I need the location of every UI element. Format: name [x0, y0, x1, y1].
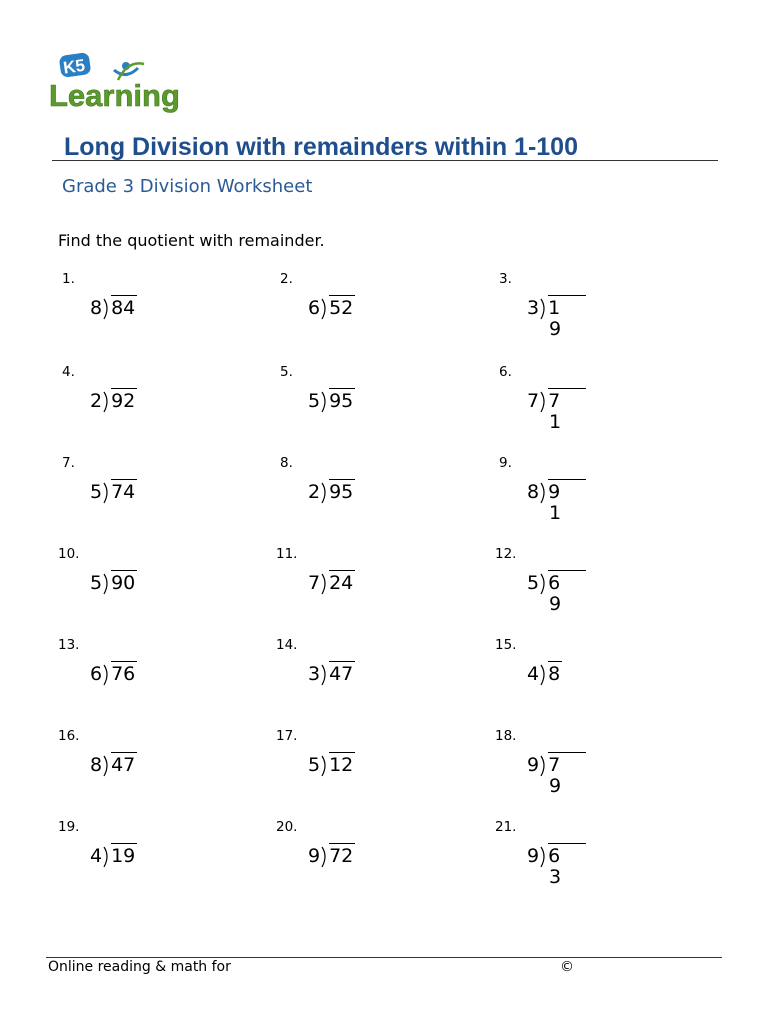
division-bracket — [102, 843, 111, 869]
title-underline — [52, 160, 718, 161]
division-problem — [495, 819, 655, 899]
division-bracket — [320, 479, 329, 505]
problem-number: 16. — [58, 728, 80, 744]
problem-number: 18. — [495, 728, 517, 744]
division-bracket — [539, 388, 548, 414]
dividend: 1 — [548, 295, 586, 321]
division-bracket — [320, 752, 329, 778]
divisor: 4 — [90, 845, 103, 867]
problem-number: 2. — [280, 271, 293, 287]
division-expression — [90, 843, 137, 869]
division-bracket — [102, 479, 111, 505]
division-bracket — [320, 843, 329, 869]
problem-number: 14. — [276, 637, 298, 653]
division-bracket — [102, 570, 111, 596]
division-problem — [276, 819, 436, 899]
divisor: 2 — [90, 390, 103, 412]
dividend: 9 — [548, 479, 586, 505]
division-bracket — [320, 388, 329, 414]
dividend: 19 — [111, 845, 136, 867]
division-problem — [280, 271, 440, 351]
division-bracket — [320, 570, 329, 596]
division-bracket — [539, 661, 548, 687]
dividend: 47 — [329, 663, 354, 685]
division-problem — [58, 546, 218, 626]
dividend-second-line: 9 — [549, 775, 562, 797]
divisor: 8 — [90, 297, 103, 319]
divisor: 9 — [308, 845, 321, 867]
divisor: 9 — [527, 754, 540, 776]
divisor: 8 — [527, 481, 540, 503]
division-expression — [527, 661, 562, 687]
problem-number: 8. — [280, 455, 293, 471]
divisor: 7 — [527, 390, 540, 412]
division-bracket — [539, 295, 548, 321]
division-bracket — [320, 295, 329, 321]
k5-learning-logo — [48, 50, 190, 114]
divisor: 5 — [308, 754, 321, 776]
dividend: 6 — [548, 570, 586, 596]
dividend: 7 — [548, 752, 586, 778]
problem-number: 17. — [276, 728, 298, 744]
dividend: 84 — [111, 297, 136, 319]
problem-number: 19. — [58, 819, 80, 835]
problem-number: 20. — [276, 819, 298, 835]
division-problem — [276, 637, 436, 717]
dividend: 95 — [329, 390, 354, 412]
dividend: 92 — [111, 390, 136, 412]
division-bracket — [102, 752, 111, 778]
problem-number: 1. — [62, 271, 75, 287]
division-bracket — [320, 661, 329, 687]
division-problem — [499, 455, 659, 535]
division-problem — [280, 364, 440, 444]
dividend: 8 — [548, 663, 561, 685]
divisor: 6 — [90, 663, 103, 685]
dividend: 72 — [329, 845, 354, 867]
divisor: 4 — [527, 663, 540, 685]
dividend-second-line: 1 — [549, 411, 562, 433]
divisor: 5 — [90, 481, 103, 503]
divisor: 2 — [308, 481, 321, 503]
division-problem — [495, 637, 655, 717]
problem-number: 21. — [495, 819, 517, 835]
footer-divider — [46, 957, 722, 958]
division-bracket — [539, 752, 548, 778]
division-problem — [62, 364, 222, 444]
division-expression — [308, 295, 355, 321]
division-expression — [308, 661, 355, 687]
page-title: Long Division with remainders within 1-100 — [64, 133, 578, 161]
dividend: 52 — [329, 297, 354, 319]
logo-badge-text: K5 — [62, 55, 87, 78]
division-expression — [308, 570, 355, 596]
problem-number: 13. — [58, 637, 80, 653]
dividend: 95 — [329, 481, 354, 503]
division-problem — [280, 455, 440, 535]
division-expression — [90, 570, 137, 596]
division-expression — [308, 843, 355, 869]
divisor: 6 — [308, 297, 321, 319]
division-problem — [276, 728, 436, 808]
division-expression — [90, 752, 137, 778]
division-expression — [90, 661, 137, 687]
division-expression — [90, 479, 137, 505]
divisor: 5 — [90, 572, 103, 594]
divisor: 5 — [527, 572, 540, 594]
logo-word-text: Learning — [49, 78, 180, 113]
problem-number: 10. — [58, 546, 80, 562]
division-problem — [499, 364, 659, 444]
dividend-second-line: 9 — [549, 593, 562, 615]
divisor: 5 — [308, 390, 321, 412]
problem-number: 6. — [499, 364, 512, 380]
dividend: 90 — [111, 572, 136, 594]
division-problem — [499, 271, 659, 351]
problem-number: 3. — [499, 271, 512, 287]
problem-number: 9. — [499, 455, 512, 471]
divisor: 3 — [308, 663, 321, 685]
dividend: 24 — [329, 572, 354, 594]
division-problem — [58, 728, 218, 808]
divisor: 7 — [308, 572, 321, 594]
division-bracket — [539, 570, 548, 596]
problem-number: 15. — [495, 637, 517, 653]
division-problem — [62, 271, 222, 351]
dividend: 7 — [548, 388, 586, 414]
division-problem — [62, 455, 222, 535]
division-problem — [58, 637, 218, 717]
dividend: 12 — [329, 754, 354, 776]
division-bracket — [539, 843, 548, 869]
division-expression — [90, 388, 137, 414]
division-bracket — [102, 295, 111, 321]
footer-copyright: © — [560, 959, 574, 975]
dividend: 47 — [111, 754, 136, 776]
dividend-second-line: 3 — [549, 866, 562, 888]
division-bracket — [102, 661, 111, 687]
instructions: Find the quotient with remainder. — [58, 231, 325, 250]
division-problem — [495, 546, 655, 626]
problem-number: 12. — [495, 546, 517, 562]
division-expression — [308, 388, 355, 414]
division-problem — [276, 546, 436, 626]
problem-number: 7. — [62, 455, 75, 471]
dividend: 76 — [111, 663, 136, 685]
page-subtitle: Grade 3 Division Worksheet — [62, 176, 313, 197]
footer-tagline: Online reading & math for — [48, 959, 231, 975]
divisor: 3 — [527, 297, 540, 319]
dividend-second-line: 9 — [549, 318, 562, 340]
division-expression — [90, 295, 137, 321]
problem-number: 5. — [280, 364, 293, 380]
problem-number: 4. — [62, 364, 75, 380]
division-problem — [495, 728, 655, 808]
problem-number: 11. — [276, 546, 298, 562]
division-bracket — [539, 479, 548, 505]
division-expression — [308, 479, 355, 505]
dividend-second-line: 1 — [549, 502, 562, 524]
division-bracket — [102, 388, 111, 414]
dividend: 74 — [111, 481, 136, 503]
divisor: 8 — [90, 754, 103, 776]
dividend: 6 — [548, 843, 586, 869]
division-expression — [308, 752, 355, 778]
divisor: 9 — [527, 845, 540, 867]
division-problem — [58, 819, 218, 899]
